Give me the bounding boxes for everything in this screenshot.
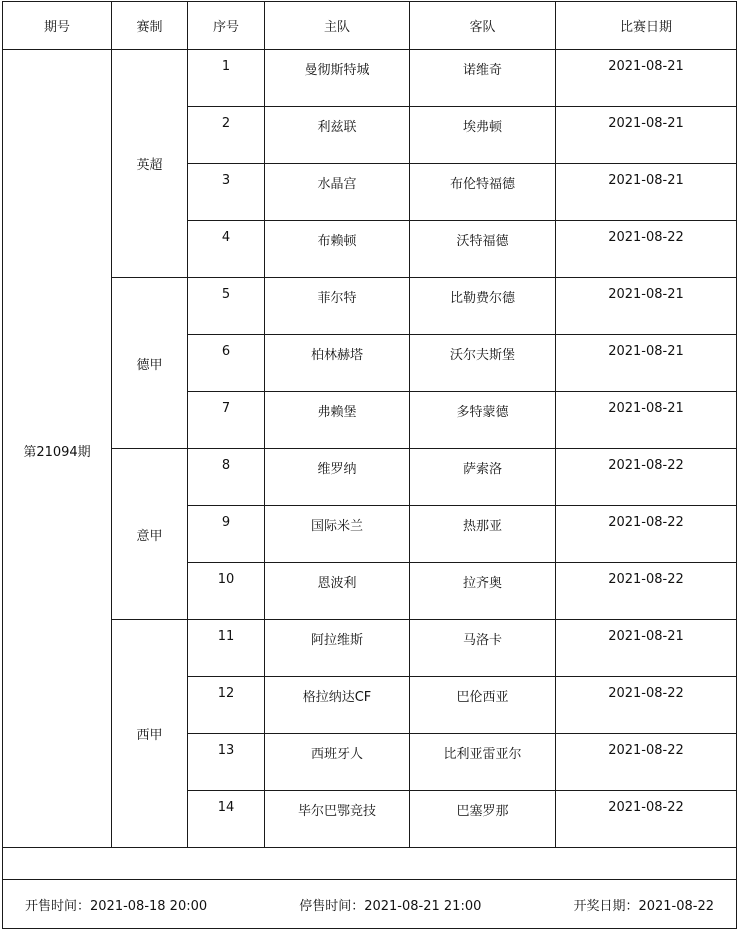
home-team: 毕尔巴鄂竞技 bbox=[265, 791, 410, 848]
home-team: 利兹联 bbox=[265, 107, 410, 164]
match-number: 2 bbox=[188, 107, 265, 164]
match-number: 7 bbox=[188, 392, 265, 449]
match-number: 12 bbox=[188, 677, 265, 734]
away-team: 埃弗顿 bbox=[410, 107, 556, 164]
footer-cell bbox=[3, 880, 737, 929]
league-cell-serie-a: 意甲 bbox=[112, 449, 188, 620]
match-date: 2021-08-21 bbox=[556, 50, 737, 107]
away-team: 比利亚雷亚尔 bbox=[410, 734, 556, 791]
header-league: 赛制 bbox=[112, 2, 188, 50]
sale-stop-time: 停售时间：2021-08-21 21:00 bbox=[299, 898, 482, 914]
match-number: 13 bbox=[188, 734, 265, 791]
home-team: 菲尔特 bbox=[265, 278, 410, 335]
sale-start-time: 开售时间：2021-08-18 20:00 bbox=[25, 898, 208, 914]
away-team: 沃特福德 bbox=[410, 221, 556, 278]
away-team: 巴塞罗那 bbox=[410, 791, 556, 848]
home-team: 国际米兰 bbox=[265, 506, 410, 563]
home-team: 柏林赫塔 bbox=[265, 335, 410, 392]
match-number: 8 bbox=[188, 449, 265, 506]
away-team: 沃尔夫斯堡 bbox=[410, 335, 556, 392]
table-row bbox=[3, 449, 737, 506]
header-match-date: 比赛日期 bbox=[556, 2, 737, 50]
away-team: 马洛卡 bbox=[410, 620, 556, 677]
match-date: 2021-08-22 bbox=[556, 734, 737, 791]
away-team: 多特蒙德 bbox=[410, 392, 556, 449]
match-date: 2021-08-22 bbox=[556, 221, 737, 278]
footer-row bbox=[3, 880, 737, 929]
home-team: 曼彻斯特城 bbox=[265, 50, 410, 107]
header-period: 期号 bbox=[3, 2, 112, 50]
league-cell-bundesliga: 德甲 bbox=[112, 278, 188, 449]
match-date: 2021-08-22 bbox=[556, 506, 737, 563]
match-number: 10 bbox=[188, 563, 265, 620]
away-team: 巴伦西亚 bbox=[410, 677, 556, 734]
league-cell-la-liga: 西甲 bbox=[112, 620, 188, 848]
match-number: 1 bbox=[188, 50, 265, 107]
away-team: 热那亚 bbox=[410, 506, 556, 563]
match-date: 2021-08-21 bbox=[556, 107, 737, 164]
table-row bbox=[3, 50, 737, 107]
header-row bbox=[3, 2, 737, 50]
match-number: 5 bbox=[188, 278, 265, 335]
blank-cell bbox=[3, 848, 737, 880]
away-team: 比勒费尔德 bbox=[410, 278, 556, 335]
match-date: 2021-08-22 bbox=[556, 563, 737, 620]
league-cell-premier-league: 英超 bbox=[112, 50, 188, 278]
match-number: 9 bbox=[188, 506, 265, 563]
home-team: 恩波利 bbox=[265, 563, 410, 620]
header-home-team: 主队 bbox=[265, 2, 410, 50]
away-team: 诺维奇 bbox=[410, 50, 556, 107]
away-team: 拉齐奥 bbox=[410, 563, 556, 620]
match-number: 14 bbox=[188, 791, 265, 848]
match-number: 6 bbox=[188, 335, 265, 392]
match-date: 2021-08-22 bbox=[556, 449, 737, 506]
match-date: 2021-08-22 bbox=[556, 677, 737, 734]
home-team: 维罗纳 bbox=[265, 449, 410, 506]
blank-row bbox=[3, 848, 737, 880]
match-date: 2021-08-22 bbox=[556, 791, 737, 848]
home-team: 弗赖堡 bbox=[265, 392, 410, 449]
match-date: 2021-08-21 bbox=[556, 392, 737, 449]
away-team: 布伦特福德 bbox=[410, 164, 556, 221]
period-label: 第21094期 bbox=[23, 445, 91, 460]
home-team: 布赖顿 bbox=[265, 221, 410, 278]
match-date: 2021-08-21 bbox=[556, 335, 737, 392]
home-team: 格拉纳达CF bbox=[265, 677, 410, 734]
match-number: 11 bbox=[188, 620, 265, 677]
match-number: 4 bbox=[188, 221, 265, 278]
home-team: 水晶宫 bbox=[265, 164, 410, 221]
home-team: 西班牙人 bbox=[265, 734, 410, 791]
match-date: 2021-08-21 bbox=[556, 164, 737, 221]
match-schedule-table bbox=[2, 1, 737, 929]
table-row bbox=[3, 278, 737, 335]
match-date: 2021-08-21 bbox=[556, 278, 737, 335]
match-date: 2021-08-21 bbox=[556, 620, 737, 677]
match-number: 3 bbox=[188, 164, 265, 221]
header-away-team: 客队 bbox=[410, 2, 556, 50]
sale-info bbox=[3, 895, 736, 914]
header-number: 序号 bbox=[188, 2, 265, 50]
home-team: 阿拉维斯 bbox=[265, 620, 410, 677]
draw-date: 开奖日期：2021-08-22 bbox=[573, 898, 714, 914]
period-cell bbox=[3, 50, 112, 848]
table-row bbox=[3, 620, 737, 677]
away-team: 萨索洛 bbox=[410, 449, 556, 506]
